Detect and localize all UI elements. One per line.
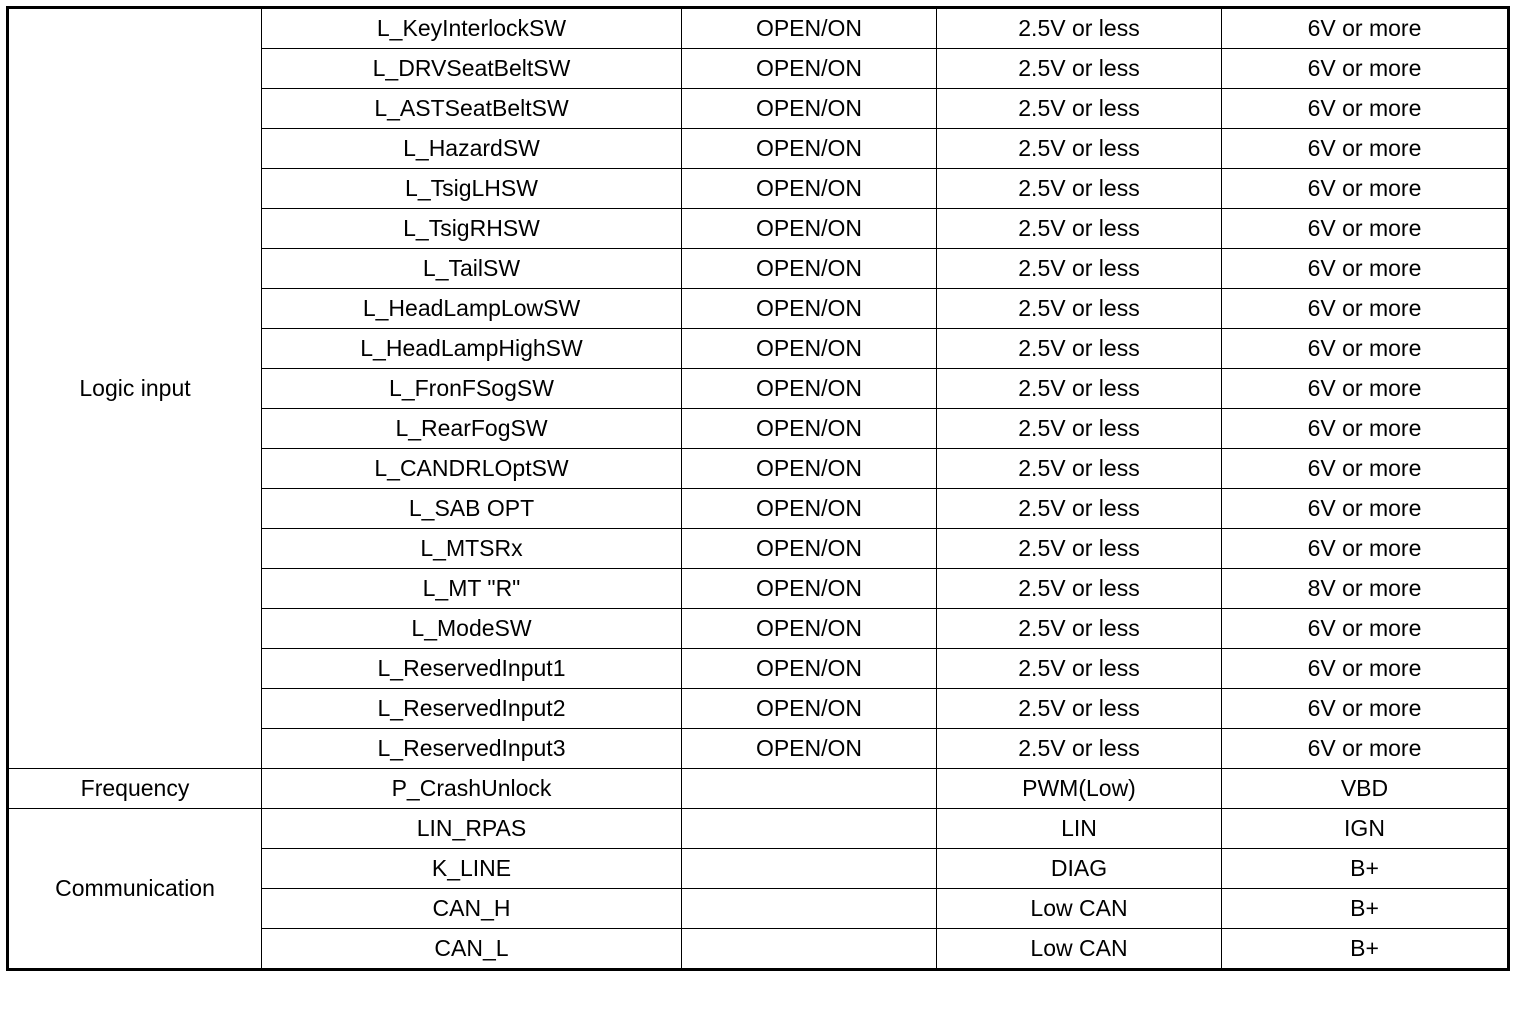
low-level-cell: 2.5V or less: [937, 649, 1222, 689]
state-cell: OPEN/ON: [682, 49, 937, 89]
group-label-cell: Frequency: [8, 769, 262, 809]
signal-name-cell: L_HazardSW: [262, 129, 682, 169]
high-level-cell: 6V or more: [1222, 249, 1509, 289]
spec-table-body: [8, 8, 1509, 970]
signal-name-cell: L_MTSRx: [262, 529, 682, 569]
high-level-cell: 6V or more: [1222, 449, 1509, 489]
high-level-cell: 6V or more: [1222, 289, 1509, 329]
low-level-cell: 2.5V or less: [937, 569, 1222, 609]
high-level-cell: 6V or more: [1222, 529, 1509, 569]
state-cell: [682, 849, 937, 889]
state-cell: [682, 769, 937, 809]
state-cell: OPEN/ON: [682, 289, 937, 329]
signal-name-cell: L_SAB OPT: [262, 489, 682, 529]
high-level-cell: 8V or more: [1222, 569, 1509, 609]
state-cell: OPEN/ON: [682, 369, 937, 409]
state-cell: OPEN/ON: [682, 129, 937, 169]
state-cell: [682, 929, 937, 970]
state-cell: OPEN/ON: [682, 329, 937, 369]
state-cell: OPEN/ON: [682, 169, 937, 209]
state-cell: [682, 889, 937, 929]
signal-name-cell: L_MT "R": [262, 569, 682, 609]
signal-name-cell: L_CANDRLOptSW: [262, 449, 682, 489]
table-row: [8, 8, 1509, 49]
low-level-cell: 2.5V or less: [937, 409, 1222, 449]
low-level-cell: 2.5V or less: [937, 129, 1222, 169]
signal-name-cell: L_ASTSeatBeltSW: [262, 89, 682, 129]
high-level-cell: 6V or more: [1222, 169, 1509, 209]
signal-name-cell: L_TsigRHSW: [262, 209, 682, 249]
state-cell: OPEN/ON: [682, 609, 937, 649]
high-level-cell: IGN: [1222, 809, 1509, 849]
state-cell: OPEN/ON: [682, 89, 937, 129]
state-cell: OPEN/ON: [682, 689, 937, 729]
low-level-cell: 2.5V or less: [937, 49, 1222, 89]
high-level-cell: 6V or more: [1222, 729, 1509, 769]
signal-name-cell: L_RearFogSW: [262, 409, 682, 449]
state-cell: OPEN/ON: [682, 8, 937, 49]
high-level-cell: 6V or more: [1222, 129, 1509, 169]
state-cell: OPEN/ON: [682, 489, 937, 529]
low-level-cell: 2.5V or less: [937, 489, 1222, 529]
high-level-cell: B+: [1222, 849, 1509, 889]
state-cell: OPEN/ON: [682, 249, 937, 289]
low-level-cell: Low CAN: [937, 889, 1222, 929]
high-level-cell: 6V or more: [1222, 49, 1509, 89]
low-level-cell: 2.5V or less: [937, 8, 1222, 49]
low-level-cell: PWM(Low): [937, 769, 1222, 809]
table-row: [8, 769, 1509, 809]
low-level-cell: 2.5V or less: [937, 169, 1222, 209]
low-level-cell: 2.5V or less: [937, 89, 1222, 129]
signal-name-cell: L_DRVSeatBeltSW: [262, 49, 682, 89]
low-level-cell: 2.5V or less: [937, 249, 1222, 289]
state-cell: OPEN/ON: [682, 649, 937, 689]
group-label-cell: Communication: [8, 809, 262, 970]
high-level-cell: 6V or more: [1222, 209, 1509, 249]
high-level-cell: 6V or more: [1222, 329, 1509, 369]
high-level-cell: VBD: [1222, 769, 1509, 809]
signal-name-cell: L_KeyInterlockSW: [262, 8, 682, 49]
signal-name-cell: L_HeadLampHighSW: [262, 329, 682, 369]
high-level-cell: 6V or more: [1222, 489, 1509, 529]
state-cell: [682, 809, 937, 849]
low-level-cell: 2.5V or less: [937, 289, 1222, 329]
high-level-cell: B+: [1222, 889, 1509, 929]
high-level-cell: 6V or more: [1222, 369, 1509, 409]
signal-name-cell: L_ModeSW: [262, 609, 682, 649]
low-level-cell: 2.5V or less: [937, 529, 1222, 569]
low-level-cell: LIN: [937, 809, 1222, 849]
state-cell: OPEN/ON: [682, 409, 937, 449]
low-level-cell: 2.5V or less: [937, 329, 1222, 369]
signal-name-cell: P_CrashUnlock: [262, 769, 682, 809]
signal-name-cell: LIN_RPAS: [262, 809, 682, 849]
spec-table: [6, 6, 1510, 971]
signal-name-cell: L_HeadLampLowSW: [262, 289, 682, 329]
low-level-cell: 2.5V or less: [937, 689, 1222, 729]
low-level-cell: 2.5V or less: [937, 369, 1222, 409]
table-row: [8, 809, 1509, 849]
high-level-cell: 6V or more: [1222, 8, 1509, 49]
high-level-cell: 6V or more: [1222, 689, 1509, 729]
signal-name-cell: CAN_L: [262, 929, 682, 970]
state-cell: OPEN/ON: [682, 729, 937, 769]
signal-name-cell: K_LINE: [262, 849, 682, 889]
signal-name-cell: L_ReservedInput1: [262, 649, 682, 689]
low-level-cell: DIAG: [937, 849, 1222, 889]
high-level-cell: 6V or more: [1222, 409, 1509, 449]
signal-name-cell: L_TsigLHSW: [262, 169, 682, 209]
low-level-cell: 2.5V or less: [937, 449, 1222, 489]
high-level-cell: 6V or more: [1222, 609, 1509, 649]
state-cell: OPEN/ON: [682, 209, 937, 249]
signal-name-cell: L_TailSW: [262, 249, 682, 289]
low-level-cell: 2.5V or less: [937, 729, 1222, 769]
high-level-cell: 6V or more: [1222, 89, 1509, 129]
high-level-cell: 6V or more: [1222, 649, 1509, 689]
group-label-cell: Logic input: [8, 8, 262, 769]
state-cell: OPEN/ON: [682, 449, 937, 489]
low-level-cell: 2.5V or less: [937, 609, 1222, 649]
high-level-cell: B+: [1222, 929, 1509, 970]
signal-name-cell: L_FronFSogSW: [262, 369, 682, 409]
low-level-cell: 2.5V or less: [937, 209, 1222, 249]
state-cell: OPEN/ON: [682, 529, 937, 569]
low-level-cell: Low CAN: [937, 929, 1222, 970]
signal-name-cell: L_ReservedInput3: [262, 729, 682, 769]
signal-name-cell: CAN_H: [262, 889, 682, 929]
signal-name-cell: L_ReservedInput2: [262, 689, 682, 729]
state-cell: OPEN/ON: [682, 569, 937, 609]
